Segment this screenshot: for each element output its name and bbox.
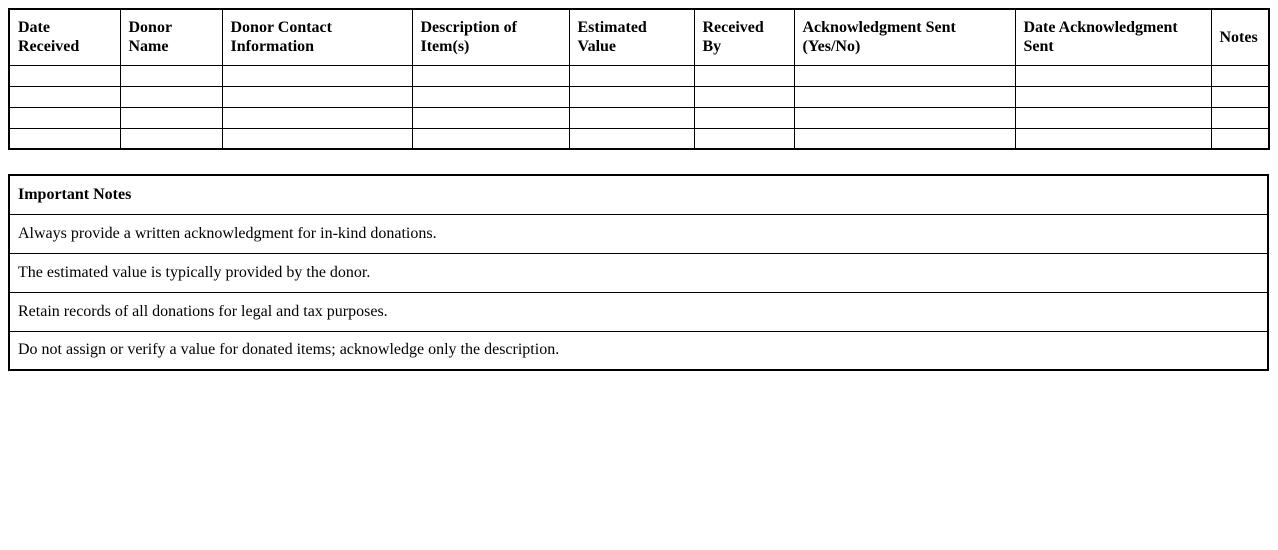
donation-table-empty-cell[interactable] (412, 107, 569, 128)
donation-table-empty-cell[interactable] (222, 128, 412, 149)
note-text: Do not assign or verify a value for donated items; acknowledge only the description. (9, 331, 1268, 370)
donation-table-empty-cell[interactable] (569, 86, 694, 107)
donation-table-empty-cell[interactable] (694, 128, 794, 149)
donation-table-empty-cell[interactable] (9, 86, 120, 107)
notes-table-title-row (9, 175, 1268, 214)
donation-table-empty-cell[interactable] (412, 128, 569, 149)
donation-table-empty-cell[interactable] (794, 65, 1015, 86)
donation-log-table (8, 8, 1270, 150)
column-header-7: Date Acknowledgment Sent (1015, 9, 1211, 65)
donation-table-empty-cell[interactable] (1015, 65, 1211, 86)
donation-table-empty-cell[interactable] (1015, 107, 1211, 128)
donation-table-empty-cell[interactable] (9, 128, 120, 149)
note-text: Retain records of all donations for legal and tax purposes. (9, 292, 1268, 331)
donation-table-empty-cell[interactable] (222, 86, 412, 107)
column-header-8: Notes (1211, 9, 1269, 65)
donation-table-empty-cell[interactable] (1015, 128, 1211, 149)
column-header-0: Date Received (9, 9, 120, 65)
donation-table-row-3 (9, 128, 1269, 149)
donation-table-header-row (9, 9, 1269, 65)
donation-table-empty-cell[interactable] (412, 65, 569, 86)
donation-table-empty-cell[interactable] (694, 107, 794, 128)
note-text: Always provide a written acknowledgment for in-kind donations. (9, 214, 1268, 253)
notes-table-row-0 (9, 214, 1268, 253)
donation-table-empty-cell[interactable] (694, 65, 794, 86)
donation-table-head (9, 9, 1269, 65)
notes-table-row-1 (9, 253, 1268, 292)
donation-table-empty-cell[interactable] (694, 86, 794, 107)
donation-table-empty-cell[interactable] (569, 107, 694, 128)
donation-table-empty-cell[interactable] (1211, 128, 1269, 149)
donation-table-empty-cell[interactable] (120, 128, 222, 149)
donation-table-empty-cell[interactable] (794, 107, 1015, 128)
donation-table-empty-cell[interactable] (569, 128, 694, 149)
donation-table-row-2 (9, 107, 1269, 128)
donation-table-empty-cell[interactable] (120, 65, 222, 86)
donation-table-empty-cell[interactable] (794, 128, 1015, 149)
donation-table-empty-cell[interactable] (1015, 86, 1211, 107)
column-header-1: Donor Name (120, 9, 222, 65)
important-notes-table (8, 174, 1269, 371)
donation-table-empty-cell[interactable] (120, 107, 222, 128)
notes-table-body (9, 175, 1268, 370)
donation-table-row-1 (9, 86, 1269, 107)
notes-table-row-3 (9, 331, 1268, 370)
donation-table-empty-cell[interactable] (222, 65, 412, 86)
donation-table-empty-cell[interactable] (1211, 107, 1269, 128)
donation-table-body (9, 65, 1269, 149)
donation-table-empty-cell[interactable] (569, 65, 694, 86)
column-header-6: Acknowledgment Sent (Yes/No) (794, 9, 1015, 65)
donation-table-empty-cell[interactable] (794, 86, 1015, 107)
donation-table-empty-cell[interactable] (120, 86, 222, 107)
important-notes-title: Important Notes (9, 175, 1268, 214)
column-header-4: Estimated Value (569, 9, 694, 65)
column-header-2: Donor Contact Information (222, 9, 412, 65)
donation-table-row-0 (9, 65, 1269, 86)
donation-table-empty-cell[interactable] (1211, 86, 1269, 107)
donation-table-empty-cell[interactable] (1211, 65, 1269, 86)
notes-table-row-2 (9, 292, 1268, 331)
note-text: The estimated value is typically provided by the donor. (9, 253, 1268, 292)
column-header-3: Description of Item(s) (412, 9, 569, 65)
donation-table-empty-cell[interactable] (9, 107, 120, 128)
donation-table-empty-cell[interactable] (412, 86, 569, 107)
donation-table-empty-cell[interactable] (9, 65, 120, 86)
donation-table-empty-cell[interactable] (222, 107, 412, 128)
column-header-5: Received By (694, 9, 794, 65)
